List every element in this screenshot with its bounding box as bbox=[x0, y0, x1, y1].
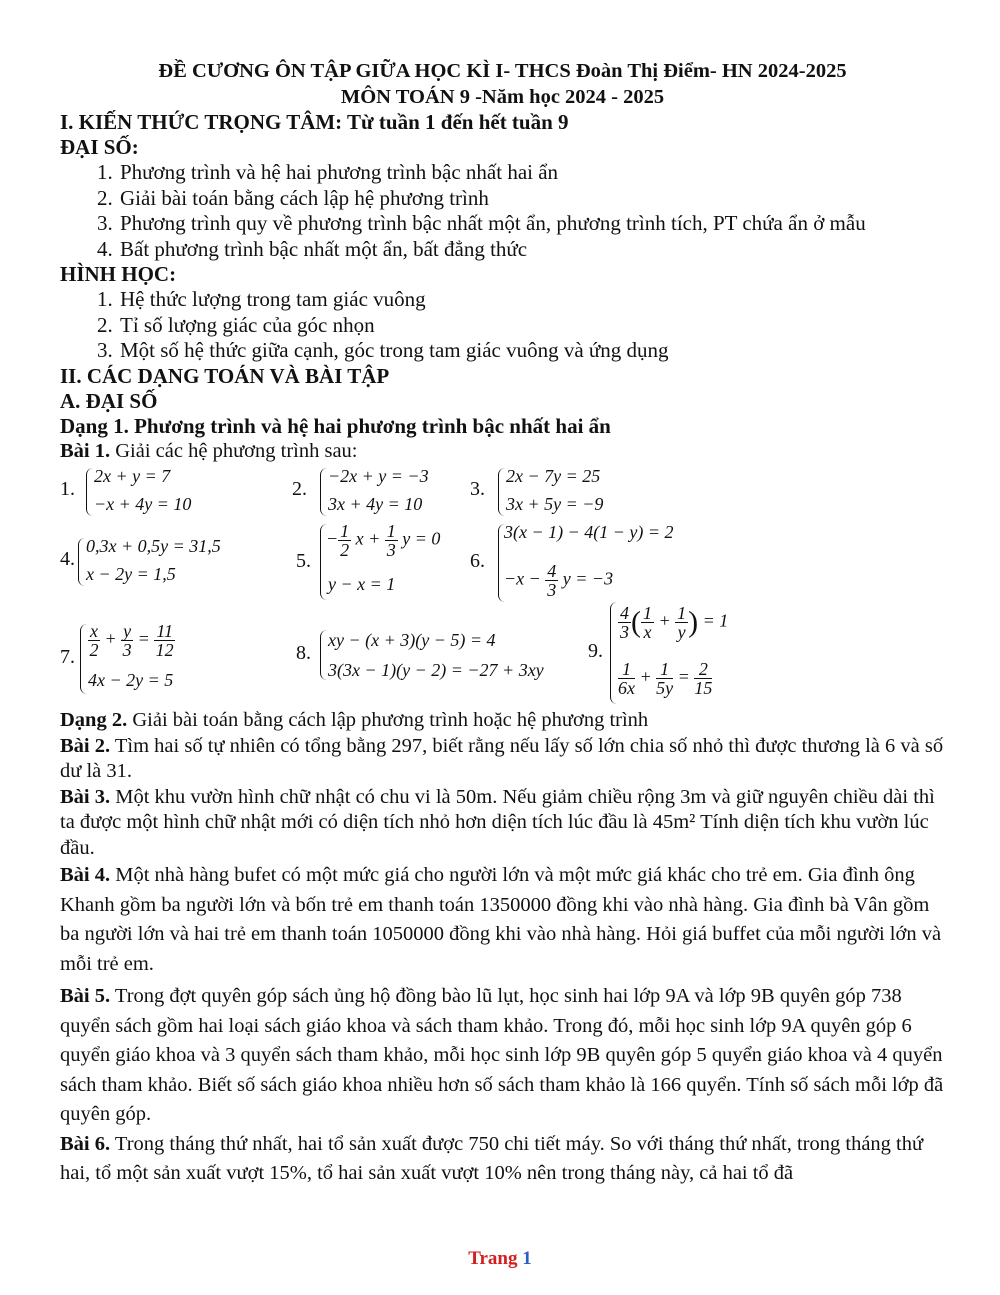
equation bbox=[88, 622, 175, 659]
document-page bbox=[60, 58, 945, 1189]
list-item: 3. Phương trình quy về phương trình bậc nhất một ẩn, phương trình tích, PT chứa ẩn ở mẫu bbox=[118, 211, 945, 237]
term: y = 0 bbox=[402, 528, 441, 549]
system-1 bbox=[60, 464, 280, 522]
brace-icon bbox=[86, 468, 93, 516]
term: x + bbox=[355, 528, 381, 549]
system-9 bbox=[588, 600, 748, 708]
equation: 2x + y = 7 bbox=[94, 466, 171, 486]
problem-label: Bài 4. bbox=[60, 864, 111, 886]
footer-label: Trang bbox=[468, 1248, 518, 1269]
fraction bbox=[385, 522, 398, 559]
denominator: 6x bbox=[618, 678, 635, 698]
equation: 3x + 5y = −9 bbox=[506, 494, 604, 514]
paren-close: ) bbox=[688, 605, 699, 639]
numerator: 4 bbox=[547, 561, 557, 581]
denominator: 3 bbox=[122, 640, 132, 660]
system-5 bbox=[296, 522, 466, 604]
systems-row-3 bbox=[60, 603, 945, 708]
numerator: 4 bbox=[620, 603, 629, 623]
denominator: 2 bbox=[340, 540, 350, 560]
numerator: y bbox=[123, 621, 132, 641]
system-number: 1. bbox=[60, 478, 75, 500]
denominator: 3 bbox=[547, 580, 557, 600]
numerator: 1 bbox=[340, 521, 350, 541]
problem-text: Trong tháng thứ nhất, hai tổ sản xuất được 750 chi tiết máy. So với tháng thứ nhất, trong tháng thứ hai, tổ một sản xuất vượt 15%, tổ hai sản xuất vượt 10% nên trong tháng này, cả hai tổ đã bbox=[60, 1132, 924, 1184]
system-number: 5. bbox=[296, 550, 311, 572]
bai1-label: Bài 1. bbox=[60, 439, 111, 462]
system-number: 3. bbox=[470, 478, 485, 500]
equation: x − 2y = 1,5 bbox=[86, 564, 176, 584]
denominator: 3 bbox=[386, 540, 396, 560]
section1-heading: I. KIẾN THỨC TRỌNG TÂM: Từ tuần 1 đến hết tuần 9 bbox=[60, 110, 569, 134]
system-number: 6. bbox=[470, 550, 485, 572]
operator: = bbox=[677, 666, 690, 687]
section2-heading: II. CÁC DẠNG TOÁN VÀ BÀI TẬP bbox=[60, 363, 390, 388]
brace-icon bbox=[320, 468, 327, 516]
numerator: 1 bbox=[677, 603, 687, 623]
fraction bbox=[675, 604, 688, 641]
dang2-line bbox=[60, 708, 945, 734]
page-footer bbox=[0, 1248, 1000, 1270]
algebra-list bbox=[60, 160, 945, 262]
equation: −2x + y = −3 bbox=[328, 466, 429, 486]
system-8 bbox=[296, 626, 586, 686]
problem-text: Trong đợt quyên góp sách ủng hộ đồng bào lũ lụt, học sinh hai lớp 9A và lớp 9B quyên góp 738 quyển sách gồm hai loại sách giáo khoa và sách tham khảo. Trong đó, mỗi học sinh lớp 9A quyên góp 6 quyển giáo khoa và 3 quyển sách tham khảo, mỗi học sinh lớp 9B quyên góp 5 quyển giáo khoa và 4 quyển sách tham khảo. Biết số sách giáo khoa nhiều hơn số sách tham khảo là 166 quyển. Tính số sách mỗi lớp đã quyên góp. bbox=[60, 985, 944, 1125]
system-number: 9. bbox=[588, 640, 603, 662]
operator: = bbox=[137, 628, 150, 649]
numerator: 2 bbox=[694, 660, 712, 679]
denominator: 15 bbox=[694, 678, 713, 698]
algebra-heading: ĐẠI SỐ: bbox=[60, 135, 139, 159]
list-item: 2. Tỉ số lượng giác của góc nhọn bbox=[118, 313, 945, 339]
numerator: 11 bbox=[156, 621, 173, 641]
system-3 bbox=[470, 464, 670, 522]
equation: $\frac{1}{6x}$ + $\frac{1}{5y}$ = $\frac{2}{15}$ bbox=[618, 659, 713, 698]
bai1-line bbox=[60, 439, 945, 465]
operator: + bbox=[104, 628, 117, 649]
problem-label: Bài 5. bbox=[60, 985, 111, 1007]
equation: 3(x − 1) − 4(1 − y) = 2 bbox=[504, 522, 674, 542]
dang1-heading: Dạng 1. Phương trình và hệ hai phương trình bậc nhất hai ẩn bbox=[60, 413, 611, 438]
denominator: 5y bbox=[656, 678, 674, 698]
system-2 bbox=[292, 464, 462, 522]
equation: 3(3x − 1)(y − 2) = −27 + 3xy bbox=[328, 660, 544, 680]
equation: xy − (x + 3)(y − 5) = 4 bbox=[328, 630, 496, 650]
equation: 2x − 7y = 25 bbox=[506, 466, 601, 486]
equation bbox=[326, 522, 440, 559]
systems-row-2 bbox=[60, 522, 945, 608]
numerator: 1 bbox=[618, 660, 635, 679]
problem-text: Một khu vườn hình chữ nhật có chu vi là 50m. Nếu giảm chiều rộng 3m và giữ nguyên chiều dài thì ta được một hình chữ nhật mới có diện tích nhỏ hơn diện tích lúc đầu là 45m² Tính diện tích khu vườn lúc đầu. bbox=[60, 785, 935, 859]
page-number: 1 bbox=[522, 1248, 532, 1269]
problem-bai5 bbox=[60, 982, 945, 1130]
fraction bbox=[154, 622, 175, 659]
fraction bbox=[545, 562, 558, 599]
doc-title: ĐỀ CƯƠNG ÔN TẬP GIỮA HỌC KÌ I- THCS Đoàn Thị Điểm- HN 2024-2025 bbox=[158, 60, 847, 82]
geometry-heading: HÌNH HỌC: bbox=[60, 262, 177, 286]
equation: 3x + 4y = 10 bbox=[328, 494, 423, 514]
fraction bbox=[88, 622, 100, 659]
system-7 bbox=[60, 622, 260, 696]
section2-sub-a: A. ĐẠI SỐ bbox=[60, 388, 158, 413]
problem-label: Bài 3. bbox=[60, 785, 111, 808]
system-number: 7. bbox=[60, 646, 75, 668]
problem-label: Bài 2. bbox=[60, 734, 111, 757]
paren-open: ( bbox=[631, 605, 641, 639]
problem-text: Tìm hai số tự nhiên có tổng bằng 297, biết rằng nếu lấy số lớn chia số nhỏ thì được thương là 6 và số dư là 31. bbox=[60, 734, 944, 782]
fraction bbox=[121, 622, 133, 659]
list-item: 3. Một số hệ thức giữa cạnh, góc trong tam giác vuông và ứng dụng bbox=[118, 338, 945, 364]
dang2-text: Giải bài toán bằng cách lập phương trình hoặc hệ phương trình bbox=[132, 709, 649, 731]
bai1-text: Giải các hệ phương trình sau: bbox=[115, 439, 358, 462]
numerator: 1 bbox=[386, 521, 396, 541]
brace-icon bbox=[498, 468, 505, 516]
fraction bbox=[694, 660, 712, 697]
denominator: y bbox=[677, 622, 686, 642]
term: = 1 bbox=[702, 610, 729, 631]
fraction bbox=[656, 660, 673, 697]
term: −x − bbox=[504, 568, 541, 589]
denominator: x bbox=[643, 622, 652, 642]
fraction bbox=[618, 604, 631, 641]
problem-bai4 bbox=[60, 861, 945, 979]
equation: 4x − 2y = 5 bbox=[88, 670, 174, 690]
list-item: 4. Bất phương trình bậc nhất một ẩn, bất đẳng thức bbox=[118, 237, 945, 263]
fraction bbox=[641, 604, 654, 641]
numerator: x bbox=[90, 621, 98, 641]
denominator: 3 bbox=[620, 622, 629, 642]
minus-sign: − bbox=[326, 528, 339, 549]
equation bbox=[504, 562, 613, 599]
system-number: 4. bbox=[60, 548, 75, 570]
list-item: 1. Phương trình và hệ hai phương trình bậc nhất hai ẩn bbox=[118, 160, 945, 186]
denominator: 12 bbox=[155, 640, 174, 660]
system-number: 8. bbox=[296, 642, 311, 664]
equation: y − x = 1 bbox=[328, 574, 396, 594]
system-number: 2. bbox=[292, 478, 307, 500]
brace-icon bbox=[610, 602, 617, 704]
numerator: 1 bbox=[643, 603, 652, 623]
term: y = −3 bbox=[562, 568, 614, 589]
problem-bai3 bbox=[60, 785, 945, 862]
list-item: 2. Giải bài toán bằng cách lập hệ phương trình bbox=[118, 186, 945, 212]
systems-row-1 bbox=[60, 464, 945, 522]
brace-icon bbox=[80, 624, 87, 694]
denominator: 2 bbox=[89, 640, 99, 660]
problem-bai2 bbox=[60, 734, 945, 785]
dang2-label: Dạng 2. bbox=[60, 709, 128, 731]
fraction bbox=[338, 522, 351, 559]
doc-subtitle: MÔN TOÁN 9 -Năm học 2024 - 2025 bbox=[340, 86, 665, 108]
fraction bbox=[618, 660, 635, 697]
problem-bai6 bbox=[60, 1130, 945, 1189]
geometry-list bbox=[60, 287, 945, 364]
numerator: 1 bbox=[656, 660, 673, 679]
system-6 bbox=[470, 522, 700, 606]
problem-label: Bài 6. bbox=[60, 1132, 111, 1155]
equation: −x + 4y = 10 bbox=[94, 494, 192, 514]
brace-icon bbox=[320, 630, 327, 680]
list-item: 1. Hệ thức lượng trong tam giác vuông bbox=[118, 287, 945, 313]
brace-icon bbox=[78, 538, 85, 586]
problem-text: Một nhà hàng bufet có một mức giá cho người lớn và một mức giá khác cho trẻ em. Gia đình ông Khanh gồm ba người lớn và bốn trẻ em thanh toán 1350000 đồng khi vào nhà hàng. Gia đình bà Vân gồm ba người lớn và hai trẻ em thanh toán 1050000 đồng khi vào nhà hàng. Hỏi giá buffet của mỗi người lớn và mỗi trẻ em. bbox=[60, 864, 942, 975]
equation: 0,3x + 0,5y = 31,5 bbox=[86, 536, 221, 556]
system-4 bbox=[60, 532, 280, 592]
equation: $\frac{4}{3}$ ( $\frac{1}{x}$ + $\frac{1}{y}$ ) = 1 bbox=[620, 603, 729, 642]
